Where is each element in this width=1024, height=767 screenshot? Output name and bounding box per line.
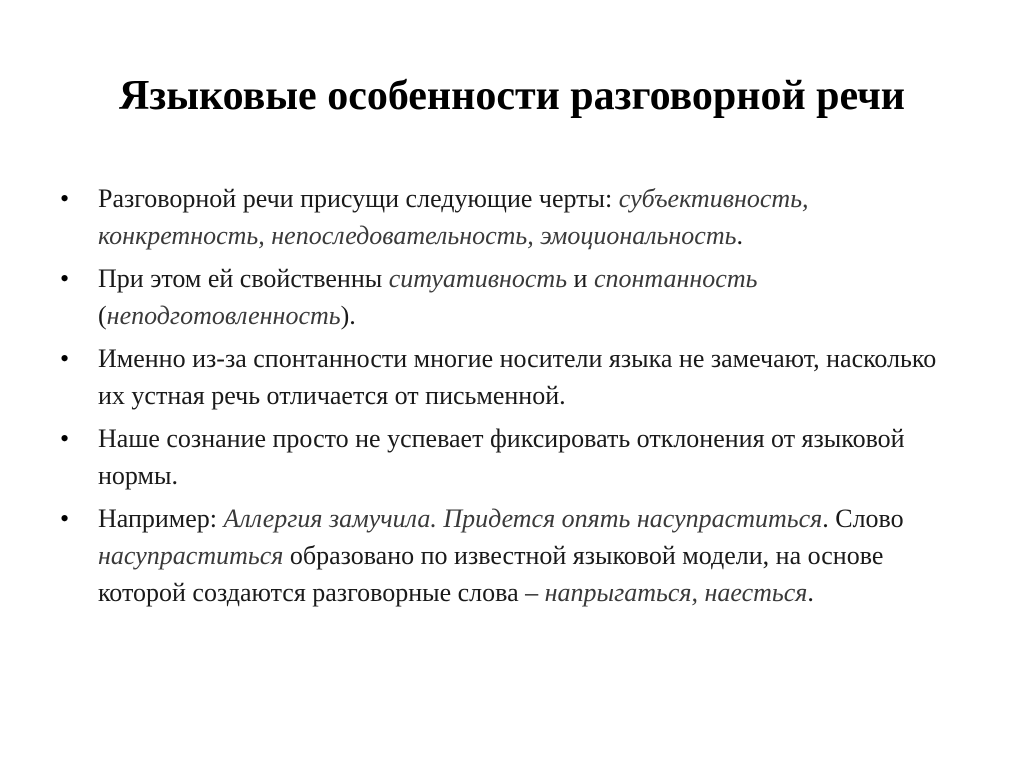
- bullet-text: [98, 420, 960, 494]
- text-segment: Разговорной речи присущи следующие черты:: [98, 184, 619, 213]
- bullet-item: [60, 420, 960, 494]
- bullet-text: [98, 500, 960, 611]
- bullet-dot: •: [60, 344, 70, 373]
- text-segment: (: [98, 301, 107, 330]
- slide-title: Языковые особенности разговорной речи: [118, 73, 906, 119]
- bullet-item: [60, 180, 960, 254]
- text-segment-italic: неподготовленность: [106, 301, 341, 330]
- text-segment-italic: насупраститься: [98, 541, 284, 570]
- text-segment-italic: ситуативность: [388, 264, 568, 293]
- text-segment: Именно из-за спонтанности многие носители языка не замечают, насколько их устная речь отличается от письменной.: [98, 344, 937, 410]
- text-segment: Например:: [98, 504, 224, 533]
- bullet-item: [60, 500, 960, 611]
- text-segment: .: [807, 578, 814, 607]
- text-segment-italic: субъективность, конкретность, непоследовательность, эмоциональность: [98, 184, 809, 250]
- text-segment: и: [567, 264, 594, 293]
- text-segment-italic: напрыгаться, наесться: [544, 578, 808, 607]
- bullet-text: [98, 260, 960, 334]
- bullet-dot: •: [60, 184, 70, 213]
- text-segment: Наше сознание просто не успевает фиксировать отклонения от языковой нормы.: [98, 424, 905, 490]
- text-segment-italic: Аллергия замучила. Придется опять насупраститься: [223, 504, 823, 533]
- bullet-item: [60, 340, 960, 414]
- bullet-list: [60, 180, 960, 617]
- text-segment: При этом ей свойственны: [98, 264, 389, 293]
- bullet-dot: •: [60, 264, 70, 293]
- bullet-item: [60, 260, 960, 334]
- text-segment: образовано по известной языковой модели, на основе которой создаются разговорные слова –: [98, 541, 884, 607]
- bullet-text: [98, 340, 960, 414]
- text-segment: . Слово: [822, 504, 904, 533]
- text-segment-italic: спонтанность: [593, 264, 758, 293]
- text-segment: ).: [340, 301, 356, 330]
- bullet-text: [98, 180, 960, 254]
- bullet-dot: •: [60, 424, 70, 453]
- text-segment: .: [736, 221, 743, 250]
- bullet-dot: •: [60, 504, 70, 533]
